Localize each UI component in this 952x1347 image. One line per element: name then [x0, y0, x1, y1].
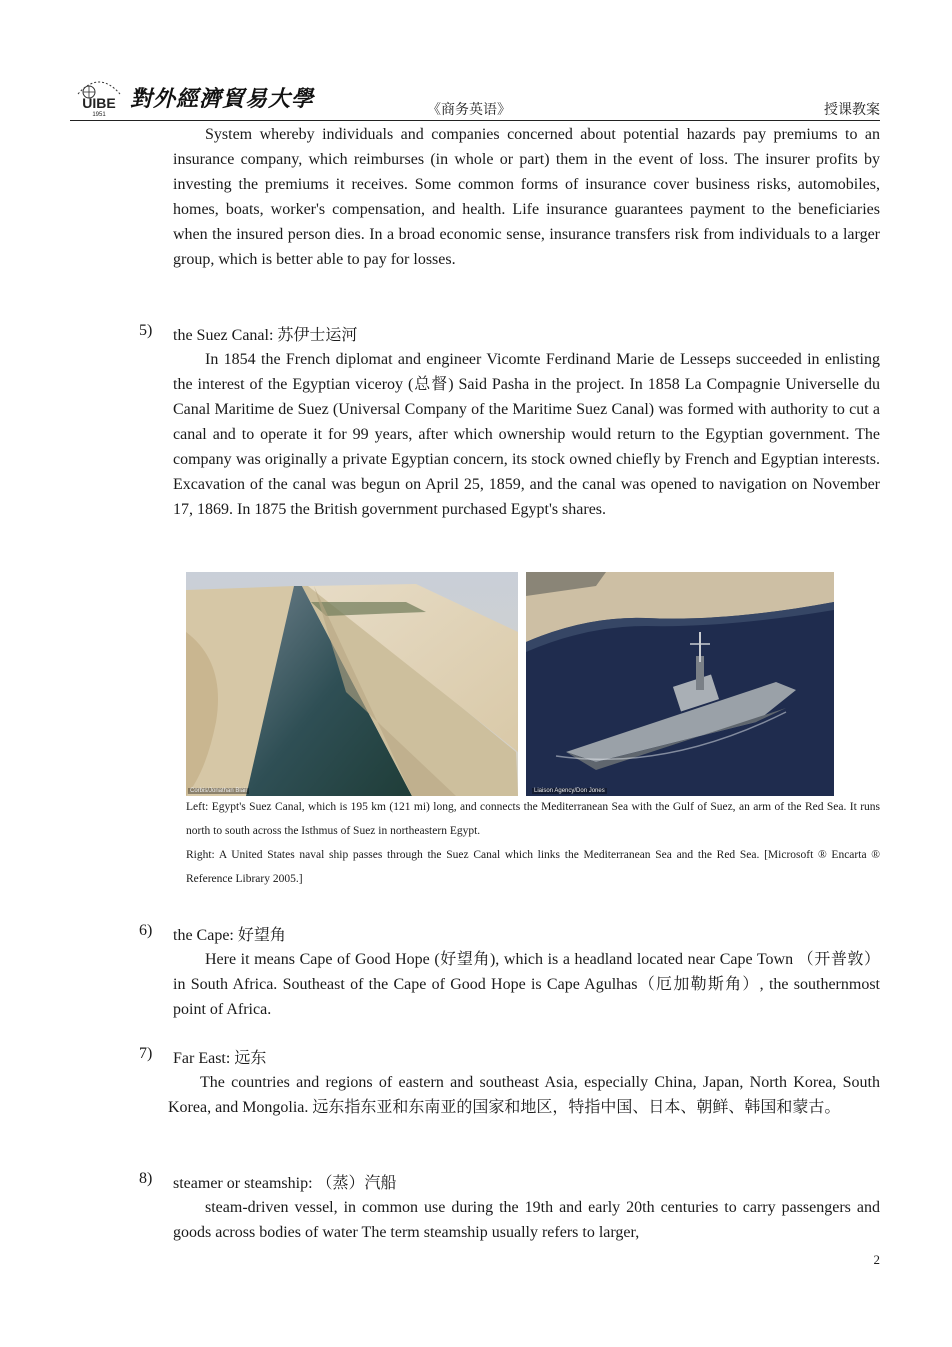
item-5-title: the Suez Canal: 苏伊士运河: [173, 327, 358, 344]
item-8-section: [173, 1195, 880, 1245]
logo-year: 1951: [92, 112, 106, 118]
item-5-number: 5): [139, 322, 153, 339]
item-8-body: steam-driven vessel, in common use during the 19th and early 20th centuries to carry passengers and goods across bodies of water The term steamship usually refers to larger,: [173, 1199, 880, 1241]
suez-canal-aerial-photo: [186, 572, 518, 796]
page-header: [70, 72, 880, 120]
document-type: 授课教案: [824, 103, 880, 118]
caption-right: Right: A United States naval ship passes through the Suez Canal which links the Mediterranean Sea and the Red Sea. [Microsoft ® Encarta ® Reference Library 2005.]: [186, 849, 880, 885]
logo-text: UIBE: [82, 95, 116, 111]
item-6-number: 6): [139, 922, 153, 939]
course-title: 《商务英语》: [427, 103, 511, 118]
item-7-body: The countries and regions of eastern and southeast Asia, especially China, Japan, North Korea, South Korea, and Mongolia. 远东指东亚和东南亚的国家和地区，特指中国、日本、朝鲜、韩国和蒙古。: [168, 1074, 880, 1116]
item-7-number: 7): [139, 1045, 153, 1062]
right-photo-credit: Liaison Agency/Don Jones: [534, 788, 605, 794]
photo-caption: [186, 795, 880, 891]
page-number: 2: [873, 1252, 880, 1267]
item-6-section: [173, 947, 880, 1022]
item-8-number: 8): [139, 1170, 153, 1187]
item-8-title: steamer or steamship: （蒸）汽船: [173, 1175, 397, 1192]
university-logo-icon: [72, 72, 126, 118]
naval-ship-photo: [526, 572, 834, 796]
item-6-body: Here it means Cape of Good Hope (好望角), which is a headland located near Cape Town （开普敦） in South Africa. Southeast of the Cape of Good Hope is Cape Agulhas（厄加勒斯角）, the southernmost point of Africa.: [173, 951, 880, 1018]
item-7-title: Far East: 远东: [173, 1050, 267, 1067]
left-photo-credit: Corbis/Jonathan Blair: [190, 788, 248, 794]
item-6-title: the Cape: 好望角: [173, 927, 286, 944]
suez-canal-photos: [186, 572, 834, 796]
university-name: 對外經濟貿易大學: [130, 86, 315, 112]
intro-paragraph: System whereby individuals and companies concerned about potential hazards pay premiums to an insurance company, which reimburses (in whole or part) them in the event of loss. The insurer profits by investing the premiums it receives. Some common forms of insurance cover business risks, automobiles, homes, boats, worker's compensation, and health. Life insurance guarantees payment to the beneficiaries when the insured person dies. In a broad economic sense, insurance transfers risk from individuals to a larger group, which is better able to pay for losses.: [173, 126, 880, 268]
insurance-definition: [173, 122, 880, 272]
item-5-body: In 1854 the French diplomat and engineer Vicomte Ferdinand Marie de Lesseps succeeded in enlisting the interest of the Egyptian viceroy (总督) Said Pasha in the project. In 1858 La Compagnie Universelle du Canal Maritime de Suez (Universal Company of the Maritime Suez Canal) was formed with authority to cut a canal and to operate it for 99 years, after which ownership would return to the Egyptian government. The company was originally a private Egyptian concern, its stock owned chiefly by French and Egyptian interests. Excavation of the canal was begun on April 25, 1859, and the canal was opened to navigation on November 17, 1869. In 1875 the British government purchased Egypt's shares.: [173, 351, 880, 518]
item-5-section: [173, 347, 880, 522]
caption-left: Left: Egypt's Suez Canal, which is 195 km (121 mi) long, and connects the Mediterranean Sea with the Gulf of Suez, an arm of the Red Sea. It runs north to south across the Isthmus of Suez in northeastern Egypt.: [186, 801, 880, 837]
item-7-section: [168, 1070, 880, 1120]
header-divider: [70, 120, 880, 121]
